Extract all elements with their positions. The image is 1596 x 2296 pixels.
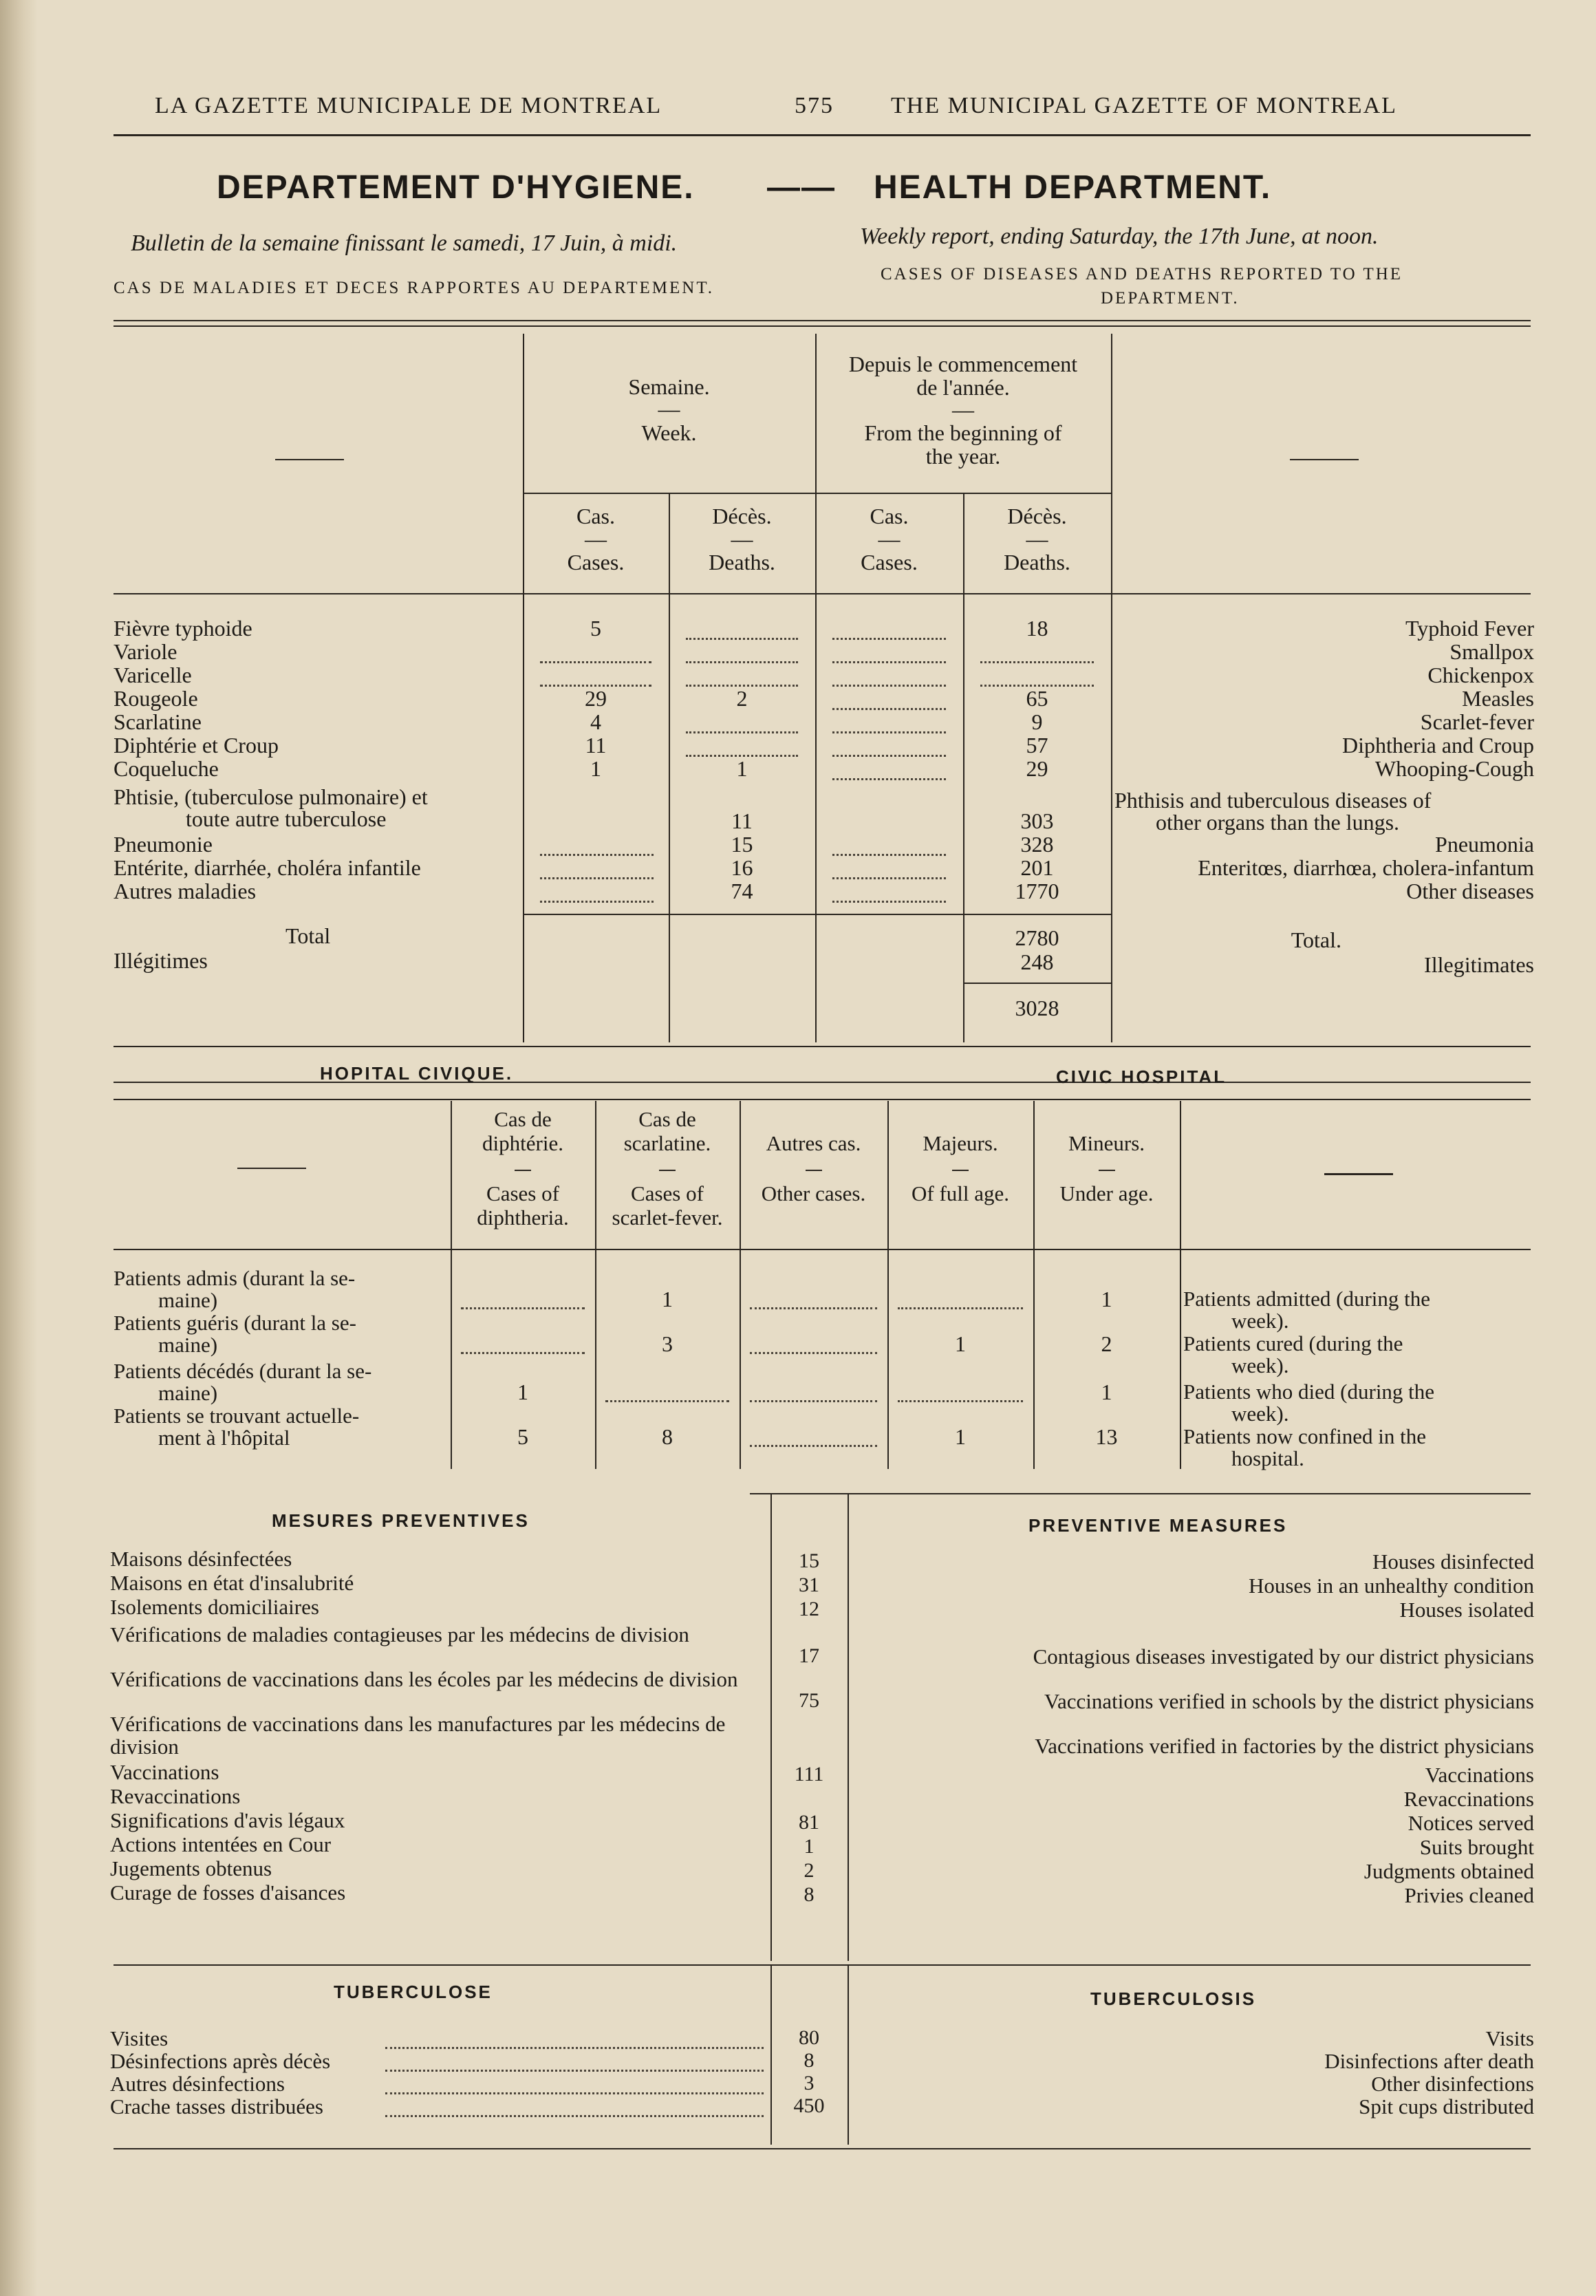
cell-value: 1770 bbox=[1015, 879, 1059, 903]
dot-leader bbox=[898, 1399, 1023, 1402]
cell-value: 75 bbox=[799, 1689, 819, 1712]
cell-value: 80 bbox=[799, 2026, 819, 2049]
cell-value: 3 bbox=[662, 1331, 673, 1356]
grand-total-rule bbox=[963, 983, 1111, 984]
row-label-en: week). bbox=[1231, 1353, 1289, 1377]
dash-right bbox=[1324, 1173, 1393, 1175]
row-label-fr: Patients guéris (durant la se- bbox=[114, 1311, 356, 1335]
total-value: 2780 bbox=[1015, 925, 1059, 950]
row-label-fr: Fièvre typhoide bbox=[114, 616, 252, 641]
dash-right bbox=[1290, 459, 1359, 460]
row-label-en: Disinfections after death bbox=[1324, 2049, 1534, 2073]
dot-leader bbox=[898, 1306, 1023, 1309]
row-label-en: Houses disinfected bbox=[1372, 1549, 1534, 1574]
dash bbox=[515, 1170, 531, 1171]
dot-leader bbox=[832, 636, 946, 640]
row-label-en: Notices served bbox=[1408, 1811, 1534, 1835]
cell-value: 74 bbox=[731, 879, 753, 903]
total-label-en: Total. bbox=[1291, 927, 1341, 952]
row-label-fr: Varicelle bbox=[114, 663, 192, 687]
hospital-title-en: CIVIC HOSPITAL bbox=[1056, 1066, 1227, 1087]
col-line bbox=[1033, 1101, 1035, 1469]
bulletin-fr: Bulletin de la semaine finissant le samedi, 17 Juin, à midi. bbox=[131, 230, 678, 256]
hospital-title-fr: HOPITAL CIVIQUE. bbox=[320, 1063, 514, 1084]
row-label-en: Vaccinations verified in schools by the district physicians bbox=[1044, 1689, 1534, 1713]
cell-value: 1 bbox=[590, 756, 601, 781]
caps-en-2: DEPARTMENT. bbox=[1101, 289, 1240, 308]
header-deaths-en: Deaths. bbox=[709, 550, 775, 575]
bulletin-en: Weekly report, ending Saturday, the 17th June, at noon. bbox=[860, 224, 1379, 249]
dot-leader bbox=[540, 899, 654, 903]
divider bbox=[114, 2148, 1531, 2149]
row-label-en: Spit cups distributed bbox=[1359, 2094, 1534, 2118]
dot-leader bbox=[461, 1351, 585, 1354]
cell-value: 1 bbox=[955, 1331, 966, 1356]
dot-leader bbox=[686, 730, 798, 733]
row-label-fr: Jugements obtenus bbox=[110, 1856, 272, 1880]
running-header-right: THE MUNICIPAL GAZETTE OF MONTREAL bbox=[891, 93, 1397, 118]
col-header-fr: Cas de bbox=[638, 1107, 696, 1131]
row-label-fr: toute autre tuberculose bbox=[186, 806, 387, 831]
col-header-en: Other cases. bbox=[761, 1181, 866, 1205]
row-label-en: Whooping-Cough bbox=[1374, 756, 1534, 781]
row-label-en: hospital. bbox=[1231, 1446, 1304, 1470]
col-header-en: Cases of bbox=[631, 1181, 704, 1205]
dot-leader bbox=[385, 2068, 764, 2072]
header-bottom-rule bbox=[114, 1249, 1531, 1250]
col-header-en: Of full age. bbox=[911, 1181, 1010, 1205]
dot-leader bbox=[750, 1306, 877, 1309]
dot-leader bbox=[832, 777, 946, 780]
row-label-en: Typhoid Fever bbox=[1405, 616, 1534, 641]
cell-value: 65 bbox=[1026, 686, 1048, 711]
row-label-en: Privies cleaned bbox=[1404, 1883, 1534, 1907]
row-label-fr: Variole bbox=[114, 639, 177, 664]
row-label-en: Vaccinations bbox=[1425, 1763, 1534, 1787]
col-header-fr: Mineurs. bbox=[1068, 1131, 1145, 1155]
dot-leader bbox=[461, 1306, 585, 1309]
header-year-fr-2: de l'année. bbox=[916, 375, 1010, 400]
caps-en-1: CASES OF DISEASES AND DEATHS REPORTED TO THE bbox=[881, 265, 1403, 283]
col-header-en: Cases of bbox=[486, 1181, 559, 1205]
cell-value: 8 bbox=[662, 1424, 673, 1449]
row-label-en: Patients admitted (during the bbox=[1183, 1287, 1431, 1311]
header-week-en: Week. bbox=[641, 420, 697, 445]
cell-value: 4 bbox=[590, 709, 601, 734]
dot-leader bbox=[832, 899, 946, 903]
cell-value: 12 bbox=[799, 1598, 819, 1620]
title-en: HEALTH DEPARTMENT. bbox=[874, 169, 1272, 206]
header-cases-fr: Cas. bbox=[576, 504, 615, 528]
cell-value: 29 bbox=[585, 686, 607, 711]
row-label-en: Patients cured (during the bbox=[1183, 1331, 1403, 1355]
dot-leader bbox=[605, 1399, 729, 1402]
row-label-fr: maine) bbox=[158, 1333, 218, 1357]
row-label-fr: Diphtérie et Croup bbox=[114, 733, 279, 758]
cell-value: 17 bbox=[799, 1644, 819, 1667]
cell-value: 31 bbox=[799, 1574, 819, 1596]
divider bbox=[114, 325, 1531, 327]
title-fr: DEPARTEMENT D'HYGIENE. bbox=[217, 169, 695, 206]
dash: — bbox=[878, 526, 901, 551]
header-year-en-1: From the beginning of bbox=[864, 420, 1062, 445]
illeg-label-en: Illegitimates bbox=[1424, 952, 1534, 977]
header-bottom-rule bbox=[114, 593, 1531, 594]
cell-value: 1 bbox=[662, 1287, 673, 1311]
cell-value: 1 bbox=[517, 1380, 528, 1404]
row-label-fr: Patients décédés (durant la se- bbox=[114, 1359, 372, 1383]
row-label-fr: Phtisie, (tuberculose pulmonaire) et bbox=[114, 784, 428, 809]
tuberculosis-title-en: TUBERCULOSIS bbox=[1090, 1988, 1257, 2009]
dot-leader bbox=[385, 2046, 764, 2049]
row-label-en: Suits brought bbox=[1419, 1835, 1534, 1859]
cell-value: 11 bbox=[731, 808, 753, 833]
dot-leader bbox=[832, 730, 946, 733]
dot-leader bbox=[750, 1444, 877, 1447]
col-line bbox=[1180, 1101, 1181, 1469]
cell-value: 1 bbox=[736, 756, 748, 781]
cell-value: 1 bbox=[1101, 1287, 1112, 1311]
grand-total-value: 3028 bbox=[1015, 996, 1059, 1020]
dash-left bbox=[237, 1168, 306, 1169]
dot-leader bbox=[832, 876, 946, 879]
page-number: 575 bbox=[795, 93, 834, 118]
dot-leader bbox=[832, 852, 946, 856]
cell-value: 1 bbox=[804, 1835, 815, 1858]
row-label-fr: Maisons en état d'insalubrité bbox=[110, 1571, 354, 1595]
row-label-fr: Crache tasses distribuées bbox=[110, 2094, 323, 2118]
illeg-value: 248 bbox=[1020, 949, 1054, 974]
row-label-en: week). bbox=[1231, 1309, 1289, 1333]
row-label-fr: Patients admis (durant la se- bbox=[114, 1266, 356, 1290]
row-label-fr: Curage de fosses d'aisances bbox=[110, 1880, 346, 1905]
cell-value: 8 bbox=[804, 1883, 815, 1906]
cell-value: 9 bbox=[1031, 709, 1043, 734]
dash: — bbox=[952, 397, 974, 422]
row-label-fr: Isolements domiciliaires bbox=[110, 1595, 319, 1619]
row-label-fr: Rougeole bbox=[114, 686, 198, 711]
row-label-en: Other disinfections bbox=[1371, 2072, 1534, 2096]
dot-leader bbox=[540, 876, 654, 879]
row-label-en: Enteritœs, diarrhœa, cholera-infantum bbox=[1198, 855, 1534, 880]
row-label-en: other organs than the lungs. bbox=[1156, 810, 1400, 835]
cell-value: 111 bbox=[794, 1763, 824, 1785]
header-cases-en: Cases. bbox=[567, 550, 625, 575]
total-label-fr: Total bbox=[285, 923, 331, 948]
dot-leader bbox=[686, 636, 798, 640]
row-label-fr: Autres maladies bbox=[114, 879, 257, 903]
total-rule bbox=[523, 914, 1111, 915]
row-label-en: Patients now confined in the bbox=[1183, 1424, 1426, 1448]
row-label-fr: Maisons désinfectées bbox=[110, 1547, 292, 1571]
header-rule bbox=[114, 134, 1531, 136]
row-label-en: Houses in an unhealthy condition bbox=[1249, 1574, 1534, 1598]
preventive-title-en: PREVENTIVE MEASURES bbox=[1028, 1515, 1288, 1536]
row-label-en: Visits bbox=[1485, 2026, 1534, 2050]
preventive-title-fr: MESURES PREVENTIVES bbox=[272, 1510, 530, 1531]
col-header-fr: Cas de bbox=[494, 1107, 552, 1131]
dash bbox=[952, 1170, 969, 1171]
cell-value: 57 bbox=[1026, 733, 1048, 758]
cell-value: 1 bbox=[1101, 1380, 1112, 1404]
dot-leader bbox=[540, 660, 651, 663]
col-header-en: diphtheria. bbox=[477, 1205, 569, 1230]
col-line bbox=[1111, 334, 1112, 1042]
dot-leader bbox=[832, 683, 946, 687]
row-label-fr: Vérifications de vaccinations dans les manufactures par les médecins de division bbox=[110, 1712, 726, 1759]
row-label-fr: Patients se trouvant actuelle- bbox=[114, 1404, 360, 1428]
header-year-en-2: the year. bbox=[925, 444, 1001, 469]
dash-left bbox=[275, 459, 344, 460]
cell-value: 11 bbox=[585, 733, 607, 758]
col-line bbox=[451, 1101, 452, 1469]
row-label-fr: Scarlatine bbox=[114, 709, 202, 734]
dash: — bbox=[585, 526, 607, 551]
col-header-fr: Autres cas. bbox=[766, 1131, 861, 1155]
divider bbox=[114, 1099, 1531, 1100]
header-cases-en: Cases. bbox=[861, 550, 918, 575]
dash bbox=[1099, 1170, 1115, 1171]
row-label-fr: Désinfections après décès bbox=[110, 2049, 331, 2073]
cell-value: 1 bbox=[955, 1424, 966, 1449]
header-deaths-fr: Décès. bbox=[1007, 504, 1067, 528]
dash: — bbox=[658, 396, 680, 421]
cell-value: 13 bbox=[1095, 1424, 1118, 1449]
row-label-en: Pneumonia bbox=[1435, 832, 1534, 857]
caps-fr: CAS DE MALADIES ET DECES RAPPORTES AU DEPARTEMENT. bbox=[114, 279, 714, 297]
col-line bbox=[848, 1966, 849, 2145]
header-week-fr: Semaine. bbox=[628, 374, 710, 399]
divider bbox=[750, 1493, 1531, 1494]
table-bottom-rule bbox=[114, 1046, 1531, 1047]
col-header-en: Under age. bbox=[1059, 1181, 1154, 1205]
row-label-fr: Autres désinfections bbox=[110, 2072, 285, 2096]
row-label-fr: Significations d'avis légaux bbox=[110, 1808, 345, 1832]
header-deaths-fr: Décès. bbox=[712, 504, 772, 528]
row-label-fr: ment à l'hôpital bbox=[158, 1426, 290, 1450]
col-header-fr: scarlatine. bbox=[623, 1131, 711, 1155]
row-label-fr: Vérifications de vaccinations dans les écoles par les médecins de division bbox=[110, 1667, 738, 1691]
row-label-fr: Coqueluche bbox=[114, 756, 219, 781]
dash bbox=[659, 1170, 676, 1171]
cell-value: 81 bbox=[799, 1811, 819, 1834]
dot-leader bbox=[832, 660, 946, 663]
cell-value: 2 bbox=[1101, 1331, 1112, 1356]
dash: — bbox=[1026, 526, 1048, 551]
row-label-fr: Actions intentées en Cour bbox=[110, 1832, 332, 1856]
cell-value: 303 bbox=[1020, 808, 1054, 833]
cell-value: 18 bbox=[1026, 616, 1048, 641]
row-label-en: Scarlet-fever bbox=[1420, 709, 1534, 734]
tuberculosis-title-fr: TUBERCULOSE bbox=[334, 1982, 493, 2002]
dot-leader bbox=[385, 2091, 764, 2094]
cell-value: 5 bbox=[590, 616, 601, 641]
sub-header-rule bbox=[523, 493, 1111, 494]
page-gutter bbox=[0, 0, 38, 2296]
dot-leader bbox=[540, 852, 654, 856]
col-line bbox=[740, 1101, 741, 1469]
cell-value: 2 bbox=[804, 1859, 815, 1882]
dot-leader bbox=[686, 660, 798, 663]
running-header-left: LA GAZETTE MUNICIPALE DE MONTREAL bbox=[155, 93, 662, 118]
row-label-fr: Vaccinations bbox=[110, 1760, 219, 1784]
col-line bbox=[848, 1493, 849, 1961]
row-label-en: Contagious diseases investigated by our district physicians bbox=[1033, 1644, 1534, 1669]
row-label-fr: Visites bbox=[110, 2026, 169, 2050]
cell-value: 8 bbox=[804, 2049, 815, 2072]
row-label-en: Revaccinations bbox=[1403, 1787, 1534, 1811]
row-label-fr: Vérifications de maladies contagieuses par les médecins de division bbox=[110, 1622, 689, 1646]
cell-value: 2 bbox=[736, 686, 748, 711]
row-label-en: Smallpox bbox=[1449, 639, 1534, 664]
dash bbox=[806, 1170, 822, 1171]
header-cases-fr: Cas. bbox=[870, 504, 909, 528]
cell-value: 201 bbox=[1020, 855, 1054, 880]
row-label-en: Patients who died (during the bbox=[1183, 1380, 1435, 1404]
title-dash: —— bbox=[767, 169, 836, 206]
row-label-en: Diphtheria and Croup bbox=[1341, 733, 1534, 758]
divider bbox=[114, 1964, 1531, 1966]
cell-value: 16 bbox=[731, 855, 753, 880]
row-label-en: Houses isolated bbox=[1399, 1598, 1534, 1622]
row-label-en: week). bbox=[1231, 1402, 1289, 1426]
cell-value: 15 bbox=[731, 832, 753, 857]
row-label-en: Other diseases bbox=[1406, 879, 1534, 903]
cell-value: 3 bbox=[804, 2072, 815, 2094]
dot-leader bbox=[980, 660, 1094, 663]
dot-leader bbox=[832, 753, 946, 757]
divider bbox=[114, 320, 1531, 321]
row-label-fr: maine) bbox=[158, 1381, 218, 1405]
row-label-en: Judgments obtained bbox=[1363, 1859, 1534, 1883]
row-label-en: Chickenpox bbox=[1427, 663, 1534, 687]
header-deaths-en: Deaths. bbox=[1004, 550, 1070, 575]
row-label-fr: Pneumonie bbox=[114, 832, 213, 857]
col-header-fr: diphtérie. bbox=[482, 1131, 563, 1155]
dot-leader bbox=[385, 2114, 764, 2117]
cell-value: 15 bbox=[799, 1549, 819, 1572]
illeg-label-fr: Illégitimes bbox=[114, 948, 208, 973]
row-label-en: Phthisis and tuberculous diseases of bbox=[1114, 788, 1432, 813]
row-label-fr: Revaccinations bbox=[110, 1784, 241, 1808]
dash: — bbox=[731, 526, 753, 551]
dot-leader bbox=[750, 1351, 877, 1354]
dot-leader bbox=[750, 1399, 877, 1402]
col-header-en: scarlet-fever. bbox=[612, 1205, 723, 1230]
cell-value: 29 bbox=[1026, 756, 1048, 781]
col-header-fr: Majeurs. bbox=[923, 1131, 998, 1155]
row-label-fr: Entérite, diarrhée, choléra infantile bbox=[114, 855, 421, 880]
col-line bbox=[595, 1101, 596, 1469]
cell-value: 328 bbox=[1020, 832, 1054, 857]
header-year-fr-1: Depuis le commencement bbox=[848, 352, 1078, 376]
row-label-en: Measles bbox=[1462, 686, 1534, 711]
cell-value: 5 bbox=[517, 1424, 528, 1449]
cell-value: 450 bbox=[793, 2094, 825, 2117]
row-label-fr: maine) bbox=[158, 1288, 218, 1312]
col-line bbox=[887, 1101, 889, 1469]
dot-leader bbox=[832, 707, 946, 710]
row-label-en: Vaccinations verified in factories by the district physicians bbox=[1035, 1734, 1534, 1758]
